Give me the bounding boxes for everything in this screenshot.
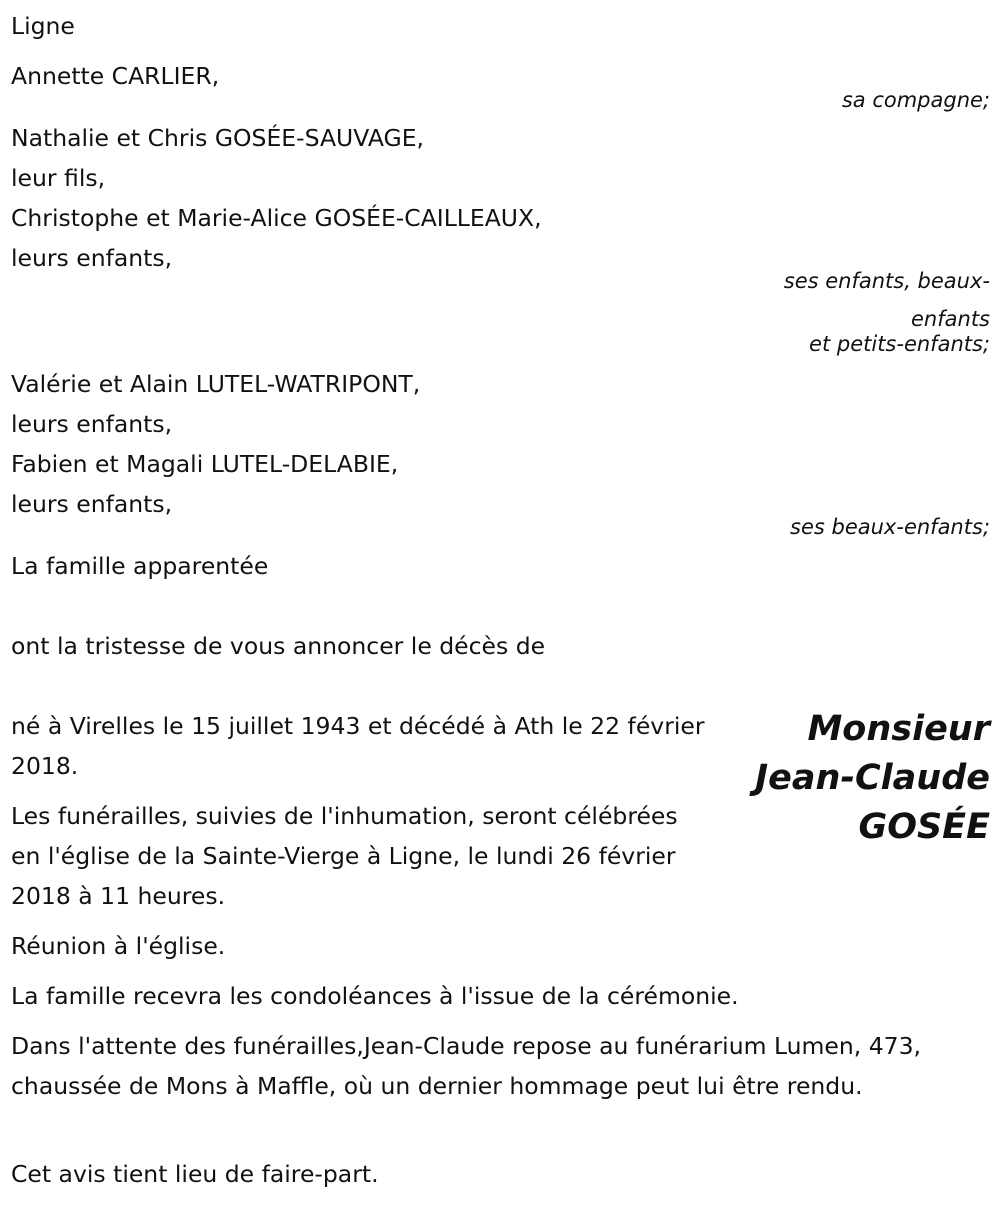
- meeting-paragraph: Réunion à l'église.: [11, 932, 226, 960]
- relation-label: et petits-enfants;: [809, 332, 990, 356]
- relation-label: ses beaux-enfants;: [790, 515, 990, 539]
- family-member-line: Nathalie et Chris GOSÉE-SAUVAGE,: [11, 124, 425, 152]
- relation-label: ses enfants, beaux-enfants: [783, 269, 990, 331]
- family-member-line: leurs enfants,: [11, 410, 173, 438]
- deceased-title: Monsieur: [807, 709, 990, 749]
- announcement-text: ont la tristesse de vous annoncer le décès de: [11, 632, 546, 660]
- place-line: Ligne: [11, 12, 75, 40]
- family-member-line: leur fils,: [11, 164, 106, 192]
- deceased-first-name: Jean-Claude: [755, 758, 990, 798]
- family-member-line: leurs enfants,: [11, 244, 173, 272]
- closing-paragraph: Cet avis tient lieu de faire-part.: [11, 1160, 379, 1188]
- repose-paragraph: Dans l'attente des funérailles,Jean-Claude repose au funérarium Lumen, 473, chaussée de Mons à Maffle, où un dernier hommage peut lui être rendu.: [11, 1032, 922, 1100]
- family-member-line: Valérie et Alain LUTEL-WATRIPONT,: [11, 370, 421, 398]
- family-member-line: Christophe et Marie-Alice GOSÉE-CAILLEAUX,: [11, 204, 542, 232]
- birth-death-paragraph: né à Virelles le 15 juillet 1943 et décédé à Ath le 22 février 2018.: [11, 712, 705, 780]
- funeral-paragraph: Les funérailles, suivies de l'inhumation, seront célébrées en l'église de la Sainte-Vierge à Ligne, le lundi 26 février 2018 à 11 heures.: [11, 802, 678, 910]
- relation-label: sa compagne;: [841, 88, 990, 112]
- condolences-paragraph: La famille recevra les condoléances à l'issue de la cérémonie.: [11, 982, 739, 1010]
- deceased-name-block: [755, 705, 990, 852]
- family-member-line: Fabien et Magali LUTEL-DELABIE,: [11, 450, 399, 478]
- deceased-last-name: GOSÉE: [858, 807, 990, 847]
- family-member-line: Annette CARLIER,: [11, 62, 220, 90]
- family-member-line: leurs enfants,: [11, 490, 173, 518]
- family-member-line: La famille apparentée: [11, 552, 269, 580]
